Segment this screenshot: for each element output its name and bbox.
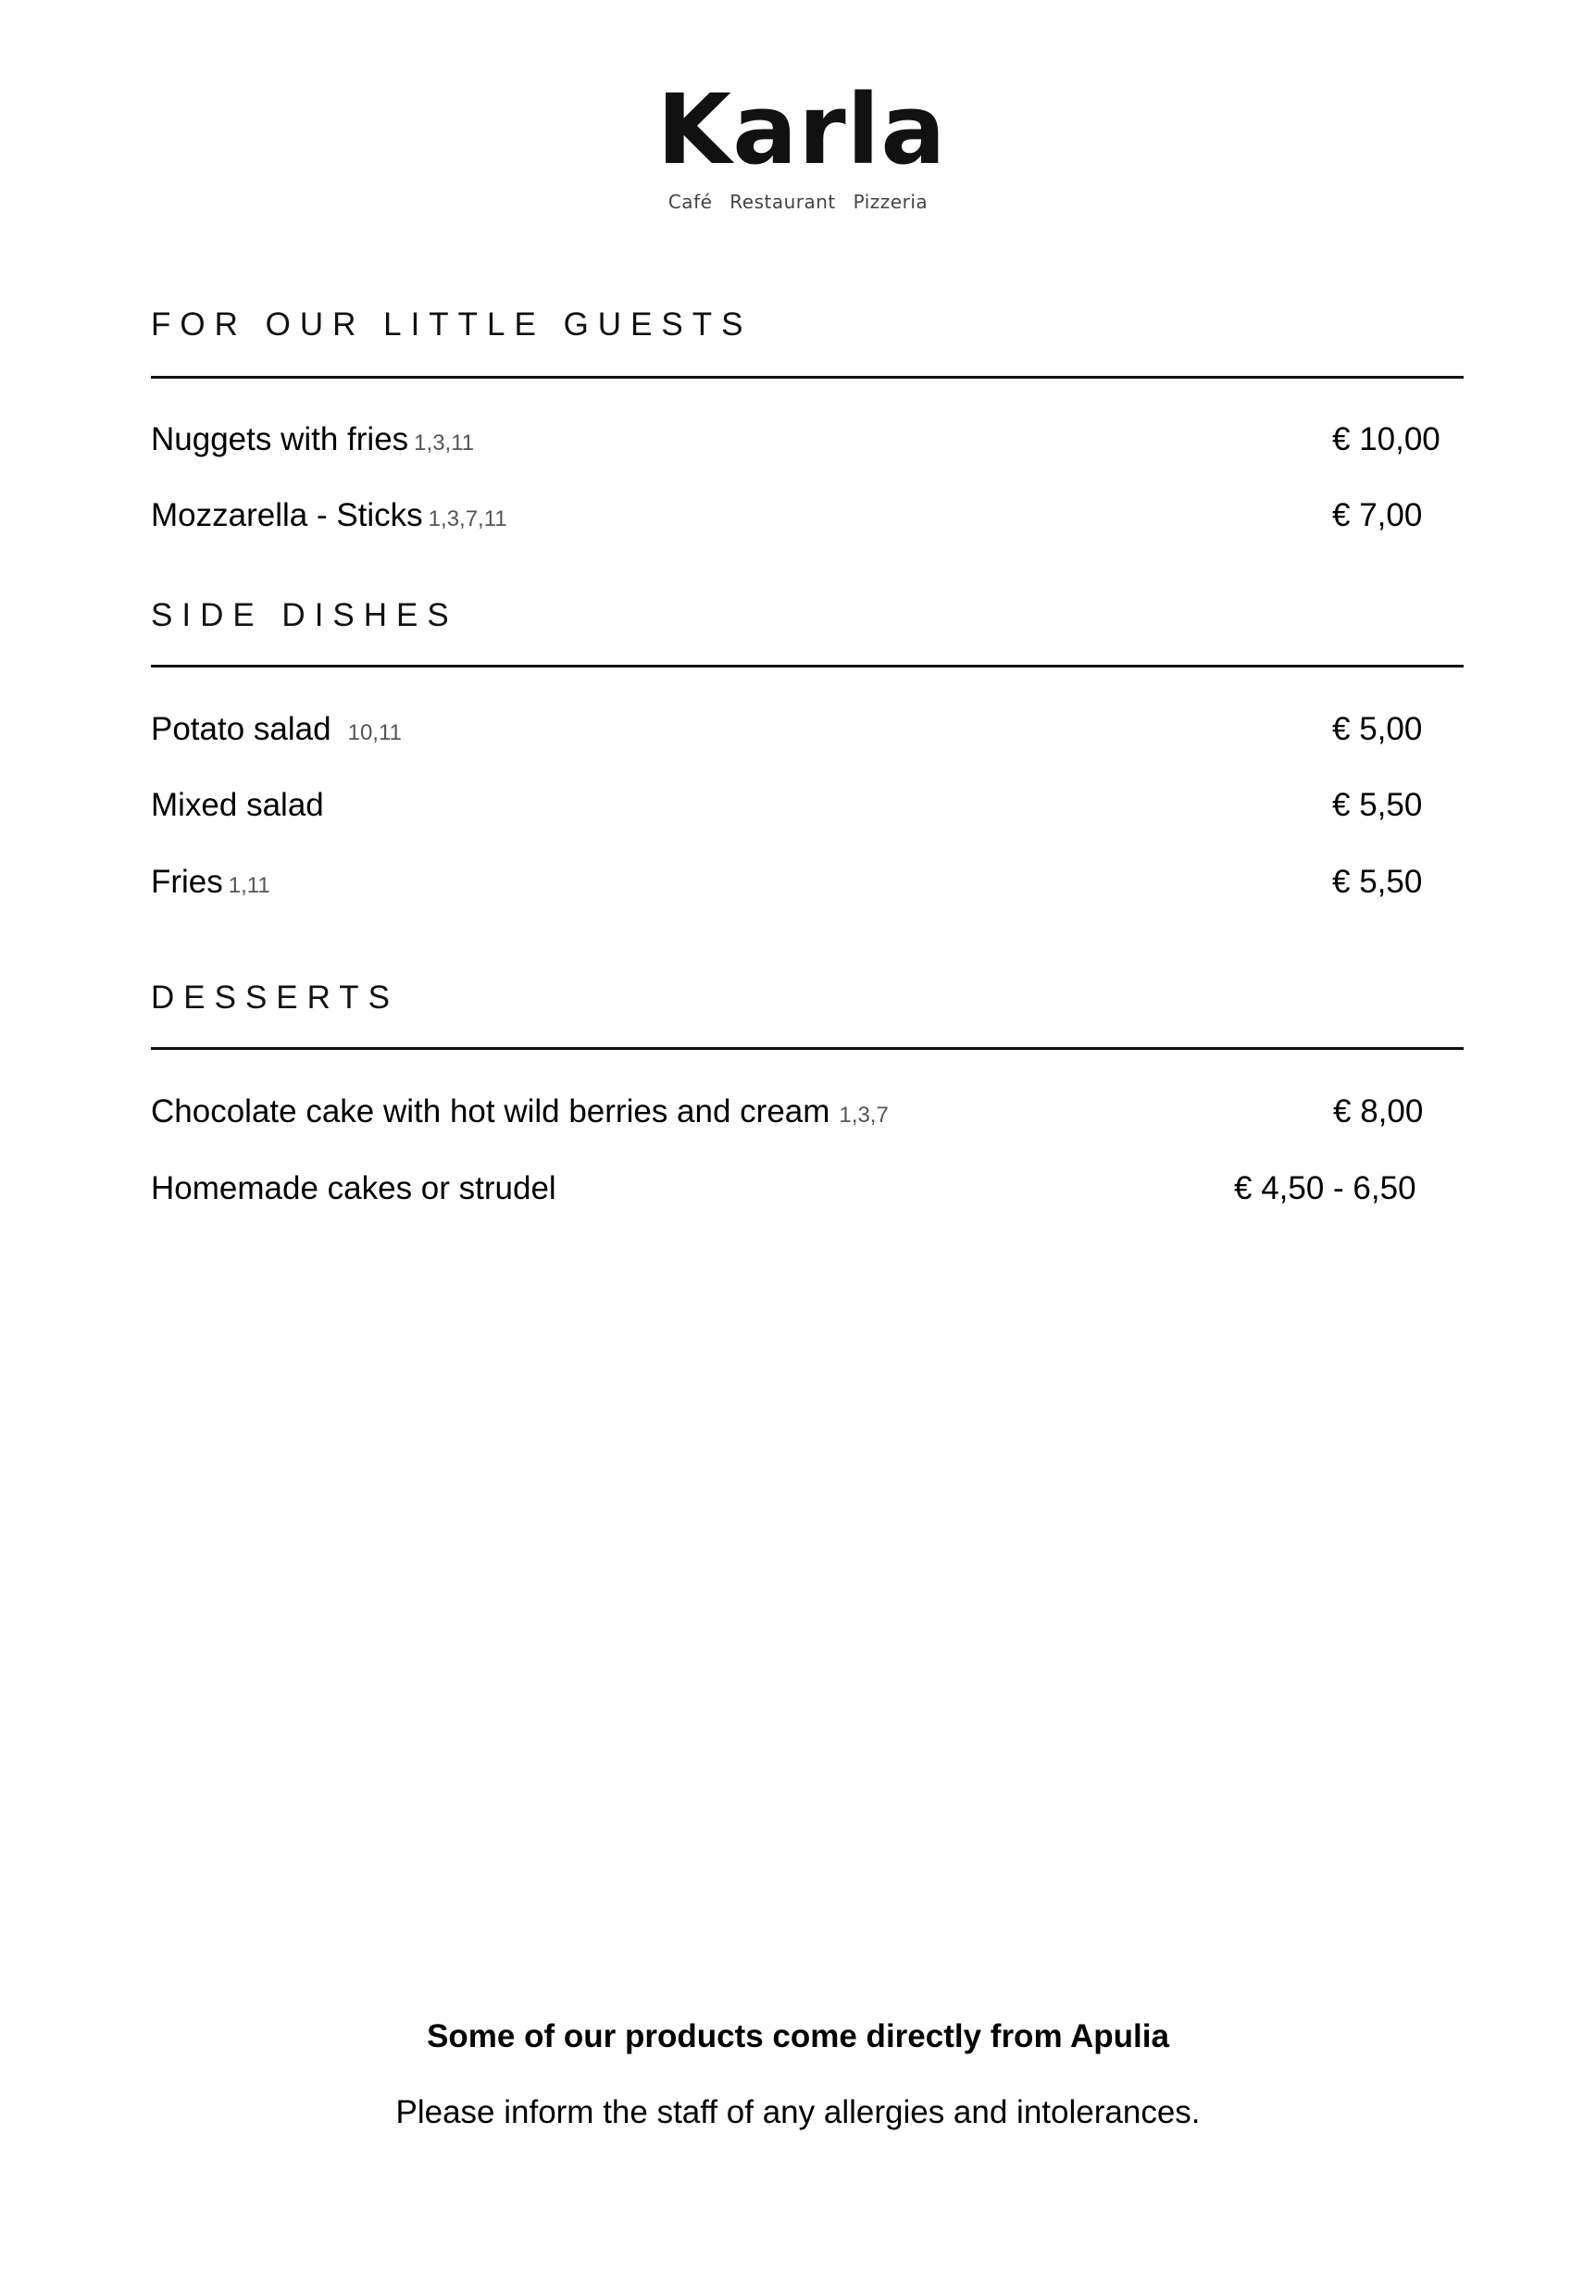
item-allergens: 1,3,7 (839, 1103, 889, 1128)
item-name: Nuggets with fries 1,3,11 (151, 421, 475, 457)
item-price: € 5,50 (1332, 787, 1423, 823)
brand-tagline: Café Restaurant Pizzeria (667, 191, 929, 213)
item-name: Mozzarella - Sticks 1,3,7,11 (151, 497, 507, 533)
item-price: € 5,50 (1332, 864, 1423, 900)
menu-item (151, 782, 1464, 829)
item-name: Mixed salad (151, 787, 324, 823)
menu-item (151, 1089, 1464, 1135)
menu-item (151, 1166, 1464, 1212)
item-allergens: 1,3,11 (414, 430, 475, 455)
menu-item (151, 417, 1464, 463)
origin-note: Some of our products come directly from Apulia (427, 2018, 1169, 2054)
item-price: € 5,00 (1332, 711, 1423, 747)
item-price: € 8,00 (1333, 1093, 1424, 1129)
item-allergens: 1,11 (228, 873, 270, 898)
item-allergens: 1,3,7,11 (428, 506, 507, 531)
section-desserts (151, 980, 1464, 1206)
item-price: € 10,00 (1332, 421, 1440, 457)
section-title: DESSERTS (151, 980, 400, 1016)
section-divider (151, 665, 1464, 668)
item-price: € 4,50 - 6,50 (1234, 1170, 1416, 1206)
item-name: Potato salad 10,11 (151, 711, 402, 747)
menu-item (151, 859, 1464, 905)
section-divider (151, 1047, 1464, 1050)
brand-logo (0, 73, 1596, 213)
item-name: Homemade cakes or strudel (151, 1170, 556, 1206)
allergy-note: Please inform the staff of any allergies and intolerances. (395, 2094, 1201, 2130)
item-name: Chocolate cake with hot wild berries and cream 1,3,7 (151, 1093, 889, 1129)
menu-item (151, 493, 1464, 539)
item-name: Fries 1,11 (151, 864, 270, 900)
section-little-guests (151, 306, 1464, 533)
item-allergens: 10,11 (347, 720, 402, 745)
section-title: SIDE DISHES (151, 597, 458, 633)
section-side-dishes (151, 597, 1464, 900)
brand-name: Karla (656, 73, 947, 186)
menu-item (151, 706, 1464, 753)
item-price: € 7,00 (1332, 497, 1423, 533)
section-divider (151, 376, 1464, 379)
section-title: FOR OUR LITTLE GUESTS (151, 306, 753, 343)
